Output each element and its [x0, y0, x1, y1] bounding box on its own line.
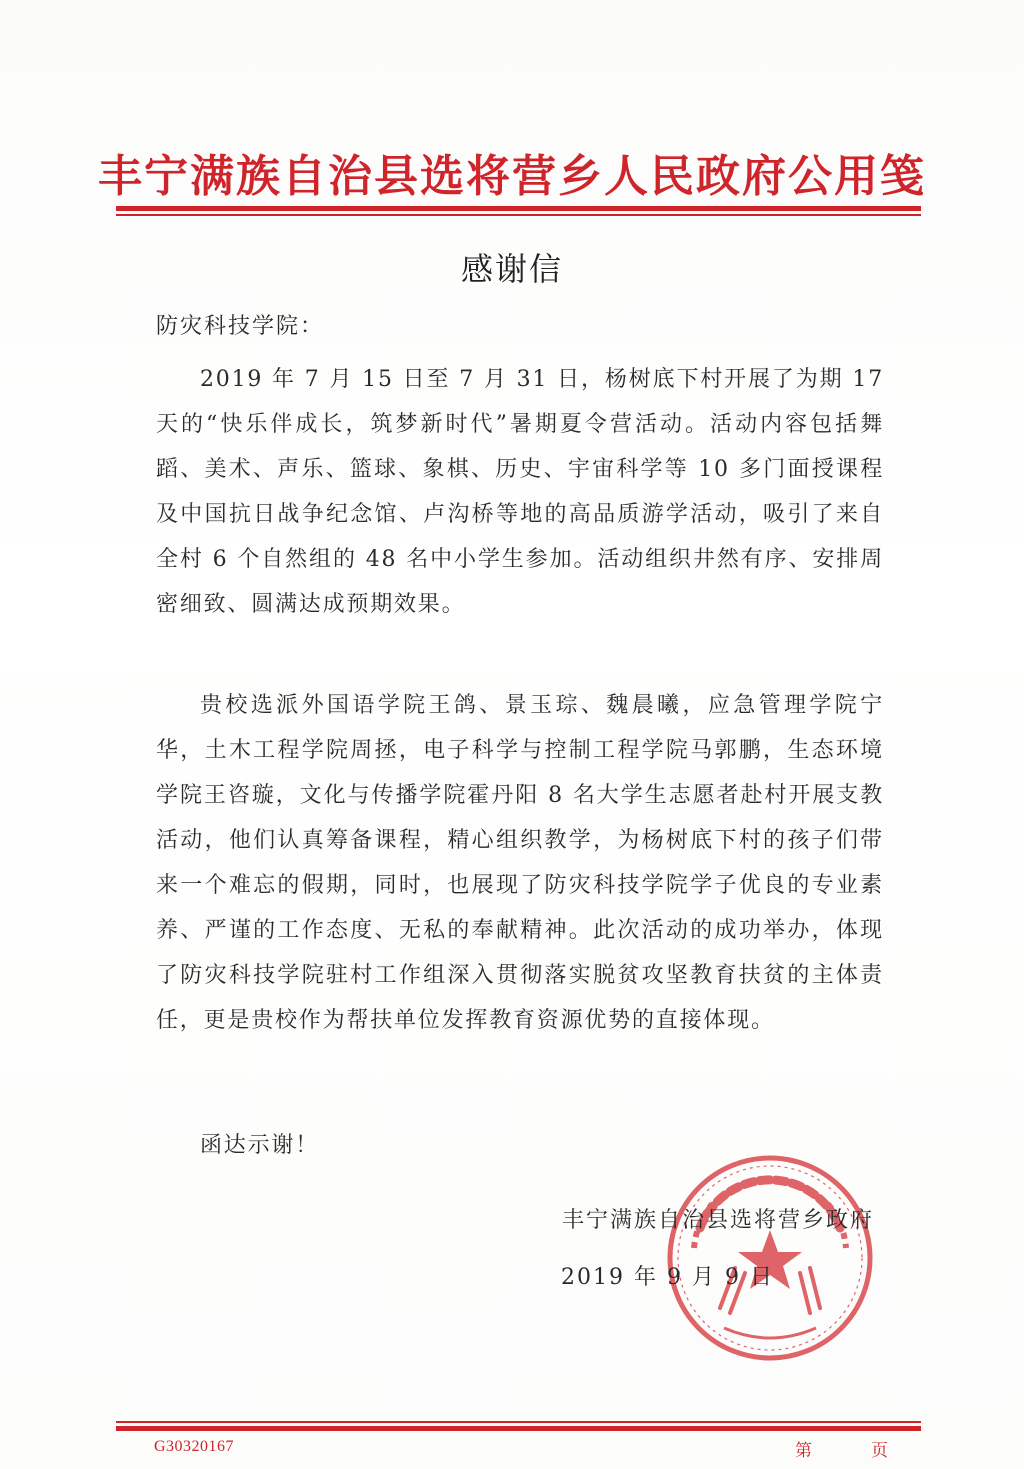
official-seal-icon [660, 1148, 880, 1368]
salutation: 防灾科技学院： [156, 314, 325, 339]
paragraph-thanks: 函达示谢！ [200, 1133, 320, 1158]
footer-rule-thick [116, 1426, 921, 1431]
signature-organization: 丰宁满族自治县选将营乡政府 [561, 1208, 874, 1233]
letterhead-title: 丰宁满族自治县选将营乡人民政府公用笺 [98, 151, 926, 202]
seal-graphic [670, 1158, 870, 1358]
letter-title: 感谢信 [460, 250, 563, 288]
paragraph-volunteers: 贵校选派外国语学院王鸽、景玉琮、魏晨曦，应急管理学院宁华，土木工程学院周拯，电子科学与控制工程学院马郭鹏，生态环境学院王咨璇，文化与传播学院霍丹阳 8 名大学生志愿者赴村开展支教活动，他们认真筹备课程，精心组织教学，为杨树底下村的孩子们带来一个难忘的假期，同时，也展现了防灾科技学院学子优良的专业素养、严谨的工作态度、无私的奉献精神。此次活动的成功举办，体现了防灾科技学院驻村工作组深入贯彻落实脱贫攻坚教育扶贫的主体责任，更是贵校作为帮扶单位发挥教育资源优势的直接体现。 [156, 693, 884, 1033]
footer-page-label-suffix: 页 [871, 1441, 888, 1461]
paragraph-summer-camp: 2019 年 7 月 15 日至 7 月 31 日，杨树底下村开展了为期 17 天的“快乐伴成长，筑梦新时代”暑期夏令营活动。活动内容包括舞蹈、美术、声乐、篮球、象棋、历史、宇宙科学等 10 多门面授课程及中国抗日战争纪念馆、卢沟桥等地的高品质游学活动，吸引了来自全村 6 个自然组的 48 名中小学生参加。活动组织井然有序、安排周密细致、圆满达成预期效果。 [156, 367, 884, 617]
letterhead-rule-thick [116, 206, 921, 211]
footer-page-label-prefix: 第 [795, 1441, 812, 1461]
footer-rule-thin [116, 1421, 921, 1423]
signature-date: 2019 年 9 月 9 日 [561, 1265, 774, 1290]
footer-serial-number: G30320167 [154, 1438, 235, 1455]
letterhead-rule-thin [116, 214, 921, 216]
